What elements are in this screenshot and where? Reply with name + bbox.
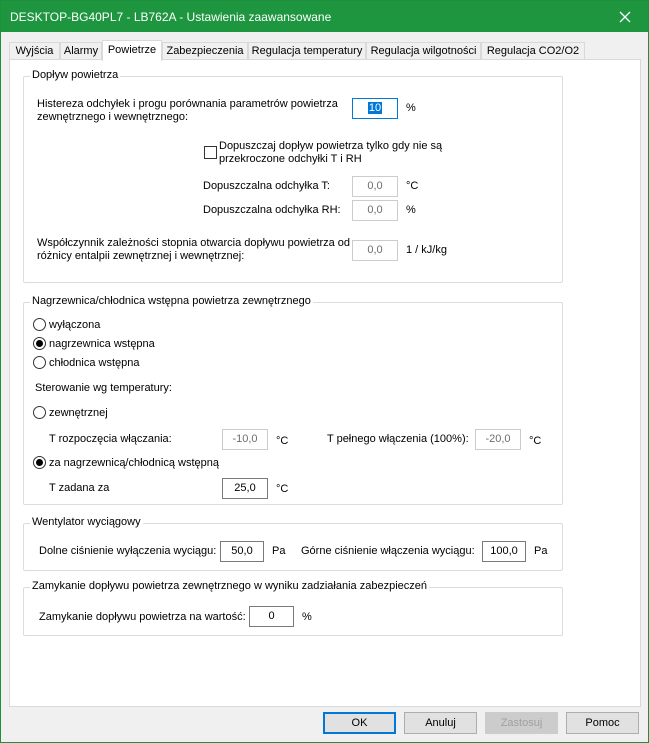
cancel-button[interactable]: Anuluj bbox=[404, 712, 477, 734]
sterowanie-label: Sterowanie wg temperatury: bbox=[35, 382, 172, 394]
checkbox-label-line2: przekroczone odchyłki T i RH bbox=[219, 153, 362, 165]
t-full-unit: °C bbox=[529, 435, 542, 447]
group-title-nagrzewnica: Nagrzewnica/chłodnica wstępna powietrza zewnętrznego bbox=[32, 295, 311, 307]
wspolczynnik-label-line1: Współczynnik zależności stopnia otwarcia dopływu powietrza od bbox=[37, 237, 351, 249]
group-nagrzewnica bbox=[23, 295, 563, 505]
apply-button[interactable]: Zastosuj bbox=[485, 712, 558, 734]
only-when-not-exceeded-checkbox[interactable] bbox=[204, 146, 217, 159]
t-set-input[interactable]: 25,0 bbox=[222, 478, 268, 499]
radio-za-nagrzewnica[interactable] bbox=[33, 456, 46, 469]
lower-pressure-unit: Pa bbox=[272, 545, 286, 557]
zamykanie-label: Zamykanie dopływu powietrza na wartość: bbox=[39, 611, 246, 623]
radio-za-nagrzewnica-label[interactable]: za nagrzewnicą/chłodnicą wstępną bbox=[49, 457, 219, 469]
odchylka-rh-unit: % bbox=[406, 204, 416, 216]
group-title-wentylator: Wentylator wyciągowy bbox=[32, 516, 141, 528]
odchylka-t-input[interactable]: 0,0 bbox=[352, 176, 398, 197]
odchylka-t-label: Dopuszczalna odchyłka T: bbox=[203, 180, 330, 192]
group-title-zamykanie: Zamykanie dopływu powietrza zewnętrznego w wyniku zadziałania zabezpieczeń bbox=[32, 580, 427, 592]
help-button[interactable]: Pomoc bbox=[566, 712, 639, 734]
window-title: DESKTOP-BG40PL7 - LB762A - Ustawienia zaawansowane bbox=[10, 10, 332, 24]
zamykanie-input[interactable]: 0 bbox=[249, 606, 294, 627]
radio-wylaczona-label[interactable]: wyłączona bbox=[49, 319, 101, 331]
t-start-label: T rozpoczęcia włączania: bbox=[49, 433, 172, 445]
odchylka-t-unit: °C bbox=[406, 180, 419, 192]
tab-panel-powietrze bbox=[9, 59, 641, 707]
radio-nagrzewnica-label[interactable]: nagrzewnica wstępna bbox=[49, 338, 155, 350]
t-start-unit: °C bbox=[276, 435, 289, 447]
radio-chlodnica[interactable] bbox=[33, 356, 46, 369]
radio-wylaczona[interactable] bbox=[33, 318, 46, 331]
tab-wyjscia[interactable]: Wyjścia bbox=[9, 42, 60, 60]
close-icon bbox=[619, 11, 631, 23]
tab-regulacja-temperatury[interactable]: Regulacja temperatury bbox=[248, 42, 366, 60]
t-set-unit: °C bbox=[276, 483, 289, 495]
tab-zabezpieczenia[interactable]: Zabezpieczenia bbox=[162, 42, 248, 60]
group-zamykanie bbox=[23, 580, 563, 636]
histereza-input[interactable]: 10 bbox=[352, 98, 398, 119]
histereza-unit: % bbox=[406, 102, 416, 114]
t-full-input[interactable]: -20,0 bbox=[475, 429, 521, 450]
radio-zewnetrznej[interactable] bbox=[33, 406, 46, 419]
histereza-label-line2: zewnętrznego i wewnętrznego: bbox=[37, 111, 189, 123]
lower-pressure-label: Dolne ciśnienie wyłączenia wyciągu: bbox=[39, 545, 217, 557]
close-button[interactable] bbox=[602, 1, 648, 32]
title-bar bbox=[1, 1, 648, 32]
upper-pressure-label: Górne ciśnienie włączenia wyciągu: bbox=[301, 545, 475, 557]
group-title-doplyw: Dopływ powietrza bbox=[32, 69, 119, 81]
histereza-label-line1: Histereza odchyłek i progu porównania parametrów powietrza bbox=[37, 98, 338, 110]
odchylka-rh-label: Dopuszczalna odchyłka RH: bbox=[203, 204, 341, 216]
radio-nagrzewnica[interactable] bbox=[33, 337, 46, 350]
t-full-label: T pełnego włączenia (100%): bbox=[327, 433, 469, 445]
tab-powietrze[interactable]: Powietrze bbox=[102, 40, 162, 61]
radio-chlodnica-label[interactable]: chłodnica wstępna bbox=[49, 357, 140, 369]
group-doplyw-powietrza bbox=[23, 69, 563, 283]
tab-regulacja-co2[interactable]: Regulacja CO2/O2 bbox=[481, 42, 585, 60]
wspolczynnik-label-line2: różnicy entalpii zewnętrznej i wewnętrznej: bbox=[37, 250, 245, 262]
upper-pressure-unit: Pa bbox=[534, 545, 548, 557]
t-set-label: T zadana za bbox=[49, 482, 110, 494]
zamykanie-unit: % bbox=[302, 611, 312, 623]
t-start-input[interactable]: -10,0 bbox=[222, 429, 268, 450]
ok-button[interactable]: OK bbox=[323, 712, 396, 734]
wspolczynnik-input[interactable]: 0,0 bbox=[352, 240, 398, 261]
checkbox-label-line1: Dopuszczaj dopływ powietrza tylko gdy nie są bbox=[219, 140, 443, 152]
tab-regulacja-wilgotnosci[interactable]: Regulacja wilgotności bbox=[366, 42, 481, 60]
upper-pressure-input[interactable]: 100,0 bbox=[482, 541, 526, 562]
tab-alarmy[interactable]: Alarmy bbox=[60, 42, 102, 60]
odchylka-rh-input[interactable]: 0,0 bbox=[352, 200, 398, 221]
group-wentylator bbox=[23, 516, 563, 571]
radio-zewnetrznej-label[interactable]: zewnętrznej bbox=[49, 407, 108, 419]
lower-pressure-input[interactable]: 50,0 bbox=[220, 541, 264, 562]
wspolczynnik-unit: 1 / kJ/kg bbox=[406, 244, 447, 256]
